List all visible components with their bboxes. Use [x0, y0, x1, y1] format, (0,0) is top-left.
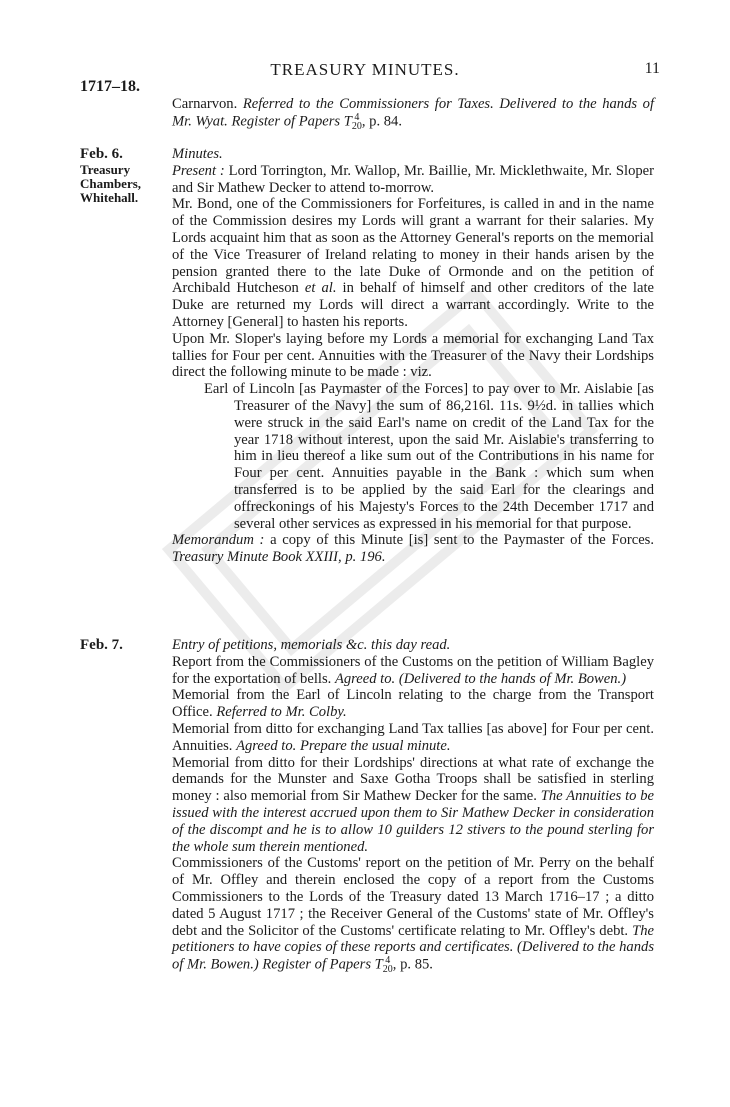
paragraph-bond: Mr. Bond, one of the Commissioners for Forfeitures, is called in and in the name of the Commission desires my Lords will grant a warrant for their salaries. My Lords acquaint him that as soon as the Attorney General's reports on the memorial of the Vice Treasurer of Ireland relating to money in their hands arisen by the pension granted there to the late Duke of Ormonde and on the petition of Archibald Hutcheson — [172, 196, 654, 297]
entry-item: Memorial from ditto for their Lordships' directions at what rate of exchange the demands for the Munster and Saxe Gotha Troops shall be satisfied in sterling money : also memorial from Sir Mathew Decker for the same. The Annuities to be issued with the interest accrued upon them to Sir Mathew Decker in consideration of the discompt and he is to allow 10 guilders 12 stivers to the pound sterling for the whole sum therein mentioned. — [172, 754, 654, 855]
memo-label: Memorandum : — [172, 532, 265, 549]
date-feb6: Feb. 6. — [80, 146, 123, 162]
year-label: 1717–18. — [80, 78, 140, 95]
entry-heading: Entry of petitions, memorials &c. this day read. — [172, 637, 451, 653]
carryover-start: Carnarvon. — [172, 96, 238, 112]
place-line-2: Chambers, — [80, 176, 142, 191]
entry-item-last: Commissioners of the Customs' report on the petition of Mr. Perry on the behalf of Mr. Offley and therein enclosed the copy of a report from the Customs Commissioners to the Lords of the Treasury dated 13 March 1716–17 ; a ditto dated 5 August 1717 ; the Receiver General of the Customs' state of Mr. Offley's debt and the Solicitor of the Customs' certificate relating to Mr. Offley's debt. The petitioners to have copies of these reports and certificates. (Delivered to the hands of Mr. Bowen.) Register of Papers T 4 20 , p. 85. — [172, 855, 654, 976]
memo-ref: Treasury Minute Book XXIII, p. 196. — [172, 549, 386, 566]
paragraph-bond-end: in behalf of himself and other creditors of the late Duke are returned my Lords will direct a warrant accordingly. Write to the Attorney [General] to hasten his reports. — [172, 280, 654, 330]
place-line-3: Whitehall. — [80, 190, 139, 205]
carryover-italic: Referred to the Commissioners for Taxes. Delivered to the hands of Mr. Wyat. Register of Papers T — [172, 96, 654, 130]
memo-text: a copy of this Minute [is] sent to the Paymaster of the Forces. — [270, 532, 654, 549]
page-number: 11 — [644, 60, 660, 77]
margin-note-feb6 — [80, 145, 168, 205]
present-text: Lord Torrington, Mr. Wallop, Mr. Baillie, Mr. Micklethwaite, Mr. Sloper and Sir Mathew Decker to attend to-morrow. — [172, 162, 655, 196]
feb6-section — [172, 146, 654, 566]
margin-note-feb7 — [80, 636, 168, 654]
fraction: 4 20 — [351, 111, 362, 132]
minutes-heading: Minutes. — [172, 146, 223, 162]
entry-item: Report from the Commissioners of the Customs on the petition of William Bagley for the exportation of bells. Agreed to. (Delivered to the hands of Mr. Bowen.) — [172, 653, 654, 687]
minute-quote: Earl of Lincoln [as Paymaster of the Forces] to pay over to Mr. Aislabie [as Treasurer of the Navy] the sum of 86,216l. 11s. 9½d. in tallies which were struck in the said Earl's name on credit of the Land Tax for the year 1718 without interest, upon the said Mr. Aislabie's transferring to him in lieu thereof a like sum out of the Contributions in his name for Four per cent. Annuities payable in the Bank : which sum when transferred is to be applied by the said Earl for the clearings and offreckonings of his Majesty's Forces to the 24th December 1717 and several other services as expressed in his memorial for that purpose. — [204, 381, 654, 532]
present-label: Present : — [172, 162, 225, 179]
carryover-paragraph — [172, 96, 654, 131]
paragraph-sloper: Upon Mr. Sloper's laying before my Lords a memorial for exchanging Land Tax tallies for Four per cent. Annuities with the Treasurer of the Navy their Lordships direct the following minute to be made : viz. — [172, 330, 654, 381]
carryover-end: , p. 84. — [361, 113, 402, 130]
entry-item: Memorial from ditto for exchanging Land Tax tallies [as above] for Four per cent. Annuities. Agreed to. Prepare the usual minute. — [172, 720, 654, 754]
place-line-1: Treasury — [80, 162, 131, 177]
date-feb7: Feb. 7. — [80, 637, 123, 653]
entry-item: Memorial from the Earl of Lincoln relating to the charge from the Transport Office. Referred to Mr. Colby. — [172, 687, 654, 721]
page-title: TREASURY MINUTES. — [270, 60, 460, 79]
feb7-section — [172, 637, 654, 974]
et-al: et al. — [304, 280, 337, 297]
fraction: 4 20 — [382, 955, 393, 976]
